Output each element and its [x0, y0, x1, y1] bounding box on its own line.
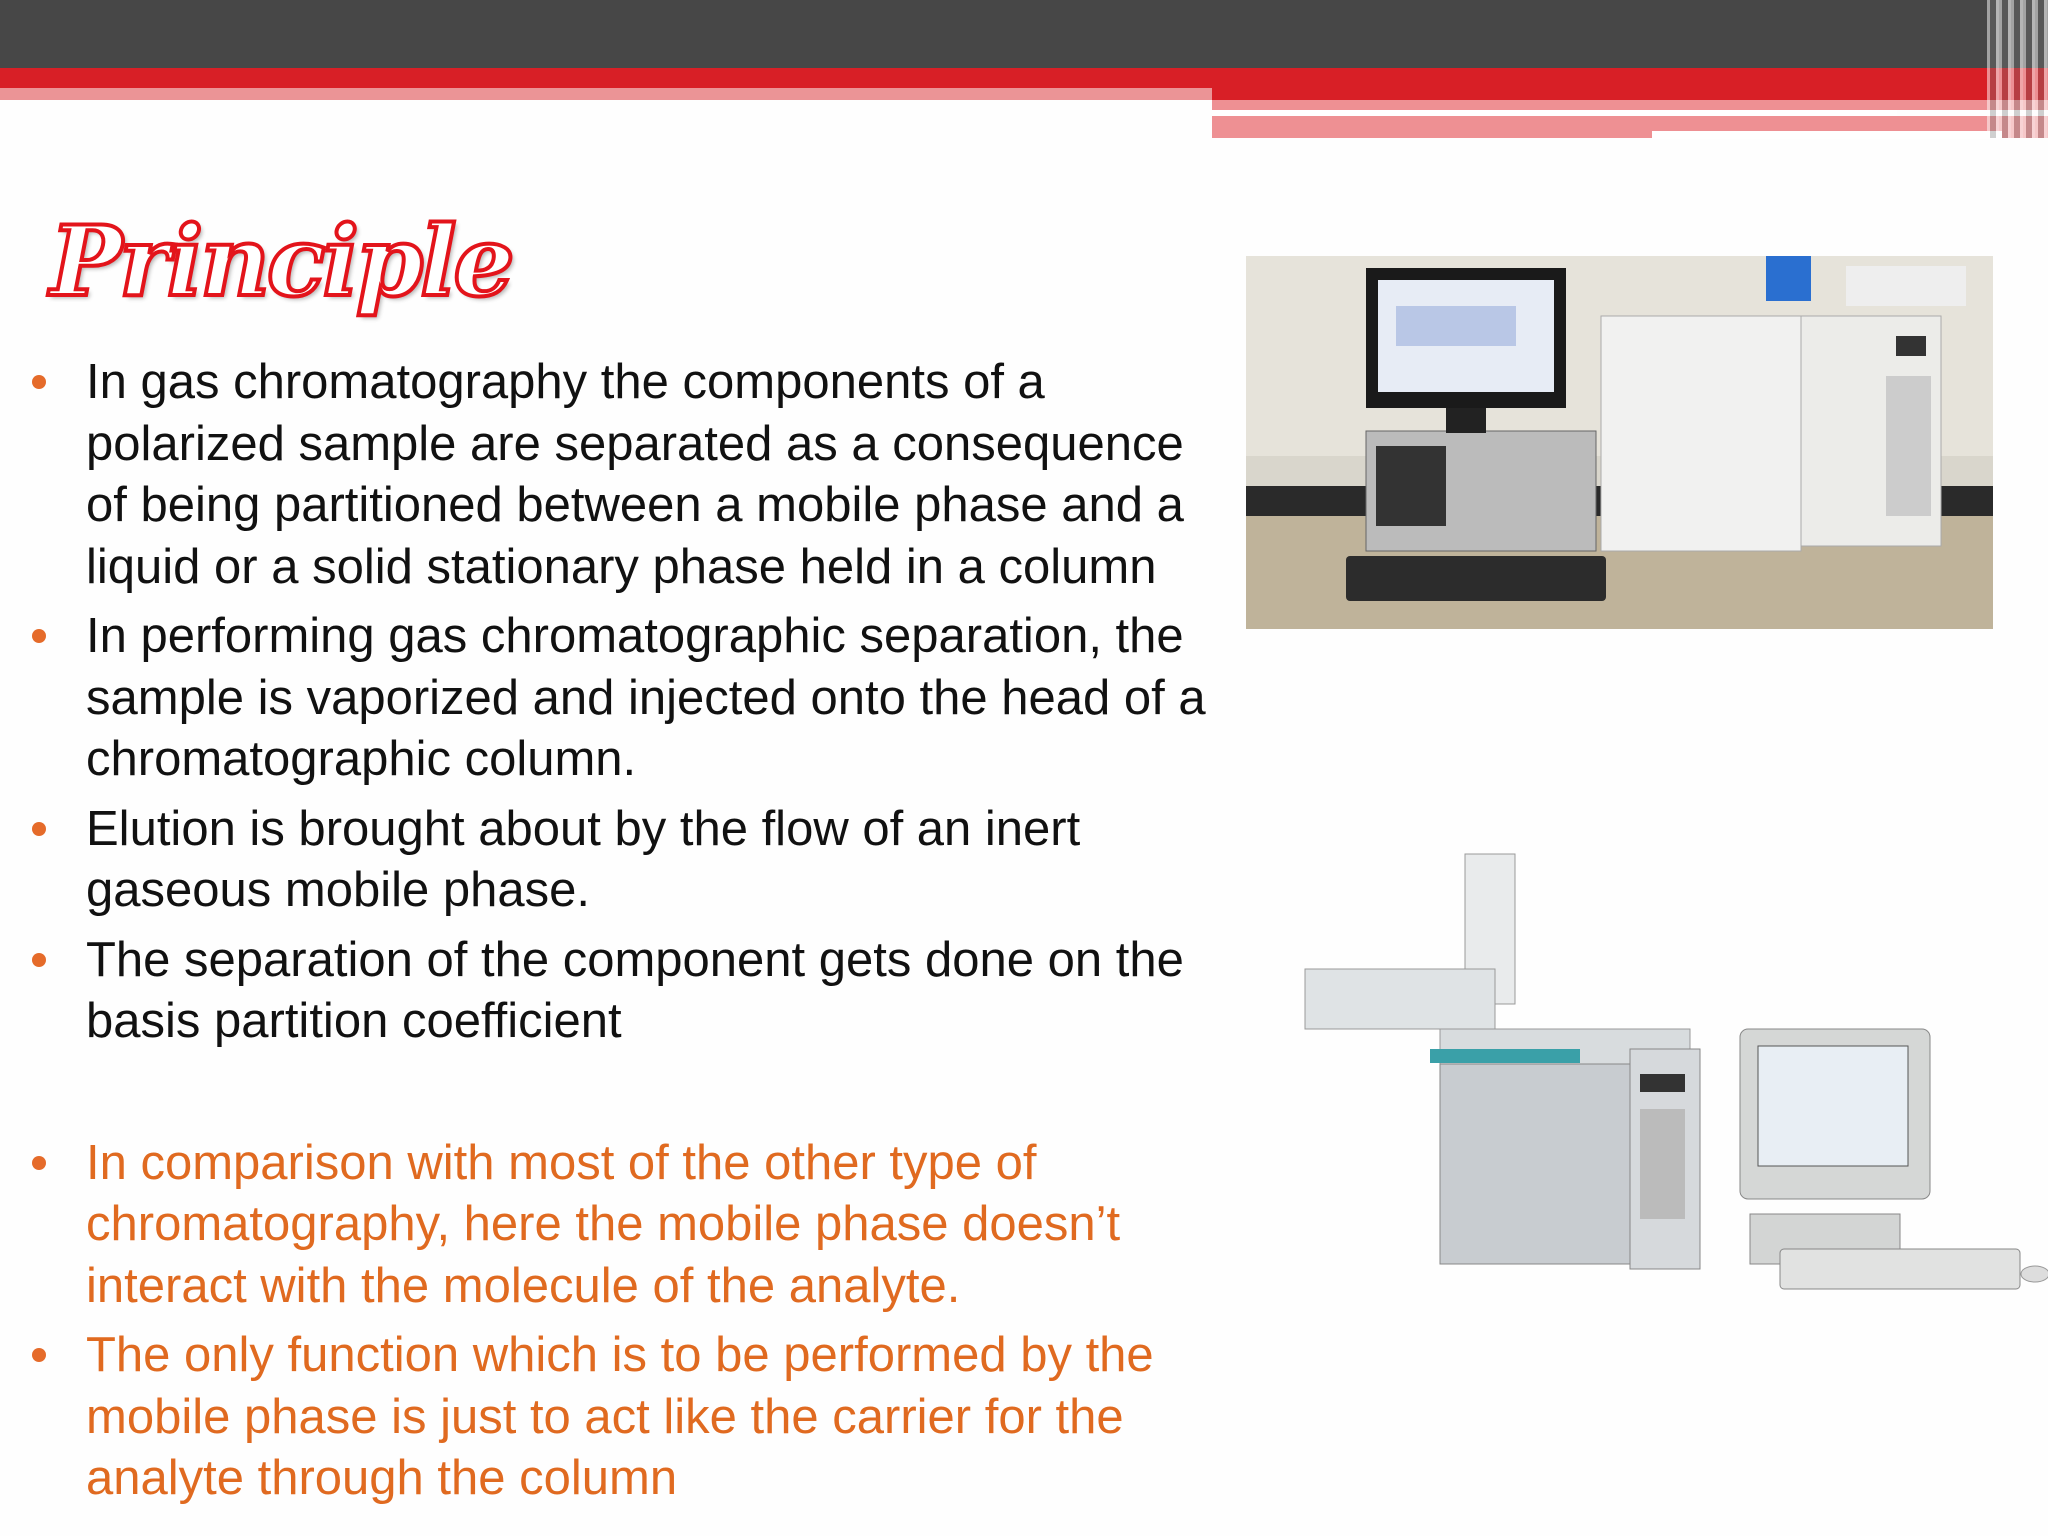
bullet-line: chromatography, here the mobile phase doesn’t [86, 1197, 1121, 1251]
bullet-line: The separation of the component gets done on the [86, 932, 1184, 987]
bullet-line: Elution is brought about by the flow of an inert [86, 801, 1081, 856]
bullet-line: interact with the molecule of the analyte. [86, 1258, 961, 1313]
bullet-dot-icon [32, 953, 46, 967]
bullet-list [0, 352, 1290, 1510]
highlighted-bullet-item [0, 1325, 1290, 1510]
bullet-dot-icon [32, 822, 46, 836]
bullet-dot-icon [32, 629, 46, 643]
bullet-line: chromatographic column. [86, 732, 637, 786]
bullet-line: analyte through the column [86, 1451, 678, 1505]
bullet-line: gaseous mobile phase. [86, 863, 590, 917]
bullet-line: mobile phase is just to act like the carrier for the [86, 1389, 1124, 1444]
bullet-line: sample is vaporized and injected onto the head of a [86, 670, 1206, 725]
header-white-stripe [1652, 131, 2002, 139]
gas-chromatograph-lab-photo [1246, 256, 1993, 629]
header-pink-stripe [0, 88, 1212, 100]
bullet-item [0, 930, 1290, 1053]
bullet-dot-icon [32, 1156, 46, 1170]
header-white-stripe [1212, 110, 1897, 116]
slide-title: Principle [50, 205, 512, 318]
bullet-item [0, 799, 1290, 922]
bullet-item [0, 352, 1290, 598]
header-dark-band [0, 0, 2048, 68]
header-pink-stripe [1212, 100, 2048, 110]
header-vertical-stripes [1987, 0, 2048, 138]
bullet-line: In performing gas chromatographic separation, the [86, 609, 1184, 663]
bullet-dot-icon [32, 375, 46, 389]
bullet-line: liquid or a solid stationary phase held in a column [86, 539, 1157, 594]
gas-chromatograph-instrument-photo [1300, 849, 2048, 1309]
bullet-line: basis partition coefficient [86, 994, 622, 1048]
bullet-line: of being partitioned between a mobile phase and a [86, 478, 1184, 532]
highlighted-bullet-item [0, 1133, 1290, 1318]
bullet-item [0, 606, 1290, 791]
bullet-line: The only function which is to be performed by the [86, 1328, 1154, 1382]
bullet-line: In comparison with most of the other type of [86, 1135, 1037, 1190]
bullet-dot-icon [32, 1348, 46, 1362]
bullet-line: In gas chromatography the components of a [86, 355, 1045, 409]
bullet-line: polarized sample are separated as a consequence [86, 416, 1184, 471]
